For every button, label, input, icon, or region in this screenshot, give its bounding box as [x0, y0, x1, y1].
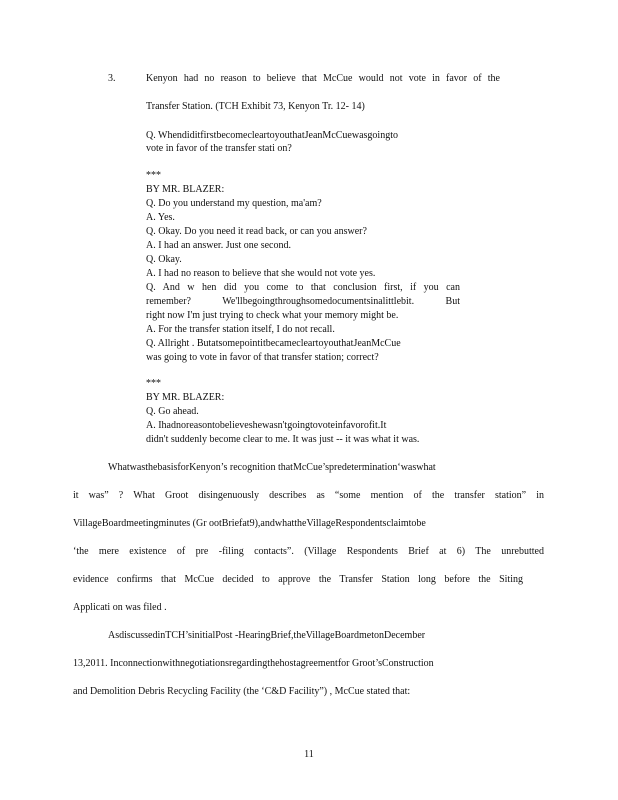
item-number: 3. [108, 73, 116, 84]
quote-line: Q. Okay. Do you need it read back, or can you answer? [146, 226, 367, 237]
body-line: and Demolition Debris Recycling Facility (the ‘C&D Facility”) , McCue stated that: [73, 686, 411, 697]
quote-line: Q. Allright . ButatsomepointitbecamecleartoyouthatJeanMcCue [146, 338, 401, 349]
quote-line: A. Ihadnoreasontobelieveshewasn'tgoingtovoteinfavorofit.It [146, 420, 387, 431]
body-line: 13,2011. Inconnectionwithnegotiationsregardingthehostagreementfor Groot’sConstruction [73, 658, 434, 669]
quote-line: right now I'm just trying to check what your memory might be. [146, 310, 399, 321]
body-line: Applicati on was filed . [73, 602, 167, 613]
body-line: AsdiscussedinTCH’sinitialPost -HearingBrief,theVillageBoardmetonDecember [108, 630, 426, 641]
quote-line: BY MR. BLAZER: [146, 184, 225, 195]
quote-line: Q. Do you understand my question, ma'am? [146, 198, 322, 209]
quote-line: didn't suddenly become clear to me. It was just -- it was what it was. [146, 434, 420, 445]
body-line: evidence confirms that McCue decided to approve the Transfer Station long before the Siting [73, 574, 523, 585]
page-number: 11 [304, 749, 314, 760]
quote-line: Q. And w hen did you come to that conclusion first, if you can [146, 282, 460, 293]
quote-line: A. For the transfer station itself, I do not recall. [146, 324, 335, 335]
quote-line: was going to vote in favor of that transfer station; correct? [146, 352, 379, 363]
quote-line: A. Yes. [146, 212, 175, 223]
body-line: it was” ? What Groot disingenuously describes as “some mention of the transfer station” in [73, 490, 544, 501]
quote-line: vote in favor of the transfer stati on? [146, 143, 292, 154]
quote-line: Q. Go ahead. [146, 406, 199, 417]
quote-line: A. I had an answer. Just one second. [146, 240, 291, 251]
quote-line: Q. Okay. [146, 254, 182, 265]
quote-line: BY MR. BLAZER: [146, 392, 225, 403]
body-line: ‘the mere existence of pre -filing contacts”. (Village Respondents Brief at 6) The unrebutted [73, 546, 544, 557]
body-line: VillageBoardmeetingminutes (Gr ootBriefat9),andwhattheVillageRespondentsclaimtobe [73, 518, 426, 529]
item-line-2: Transfer Station. (TCH Exhibit 73, Kenyon Tr. 12- 14) [146, 101, 365, 112]
quote-line: *** [146, 378, 161, 389]
item-line-1: Kenyon had no reason to believe that McCue would not vote in favor of the [146, 73, 500, 84]
body-line: WhatwasthebasisforKenyon’s recognition thatMcCue’spredetermination‘waswhat [108, 462, 436, 473]
quote-line: *** [146, 170, 161, 181]
quote-line: Q. WhendiditfirstbecomecleartoyouthatJeanMcCuewasgoingto [146, 130, 398, 141]
quote-line: A. I had no reason to believe that she would not vote yes. [146, 268, 376, 279]
quote-line: remember? We'llbegoingthroughsomedocumentsinalittlebit. But [146, 296, 460, 307]
